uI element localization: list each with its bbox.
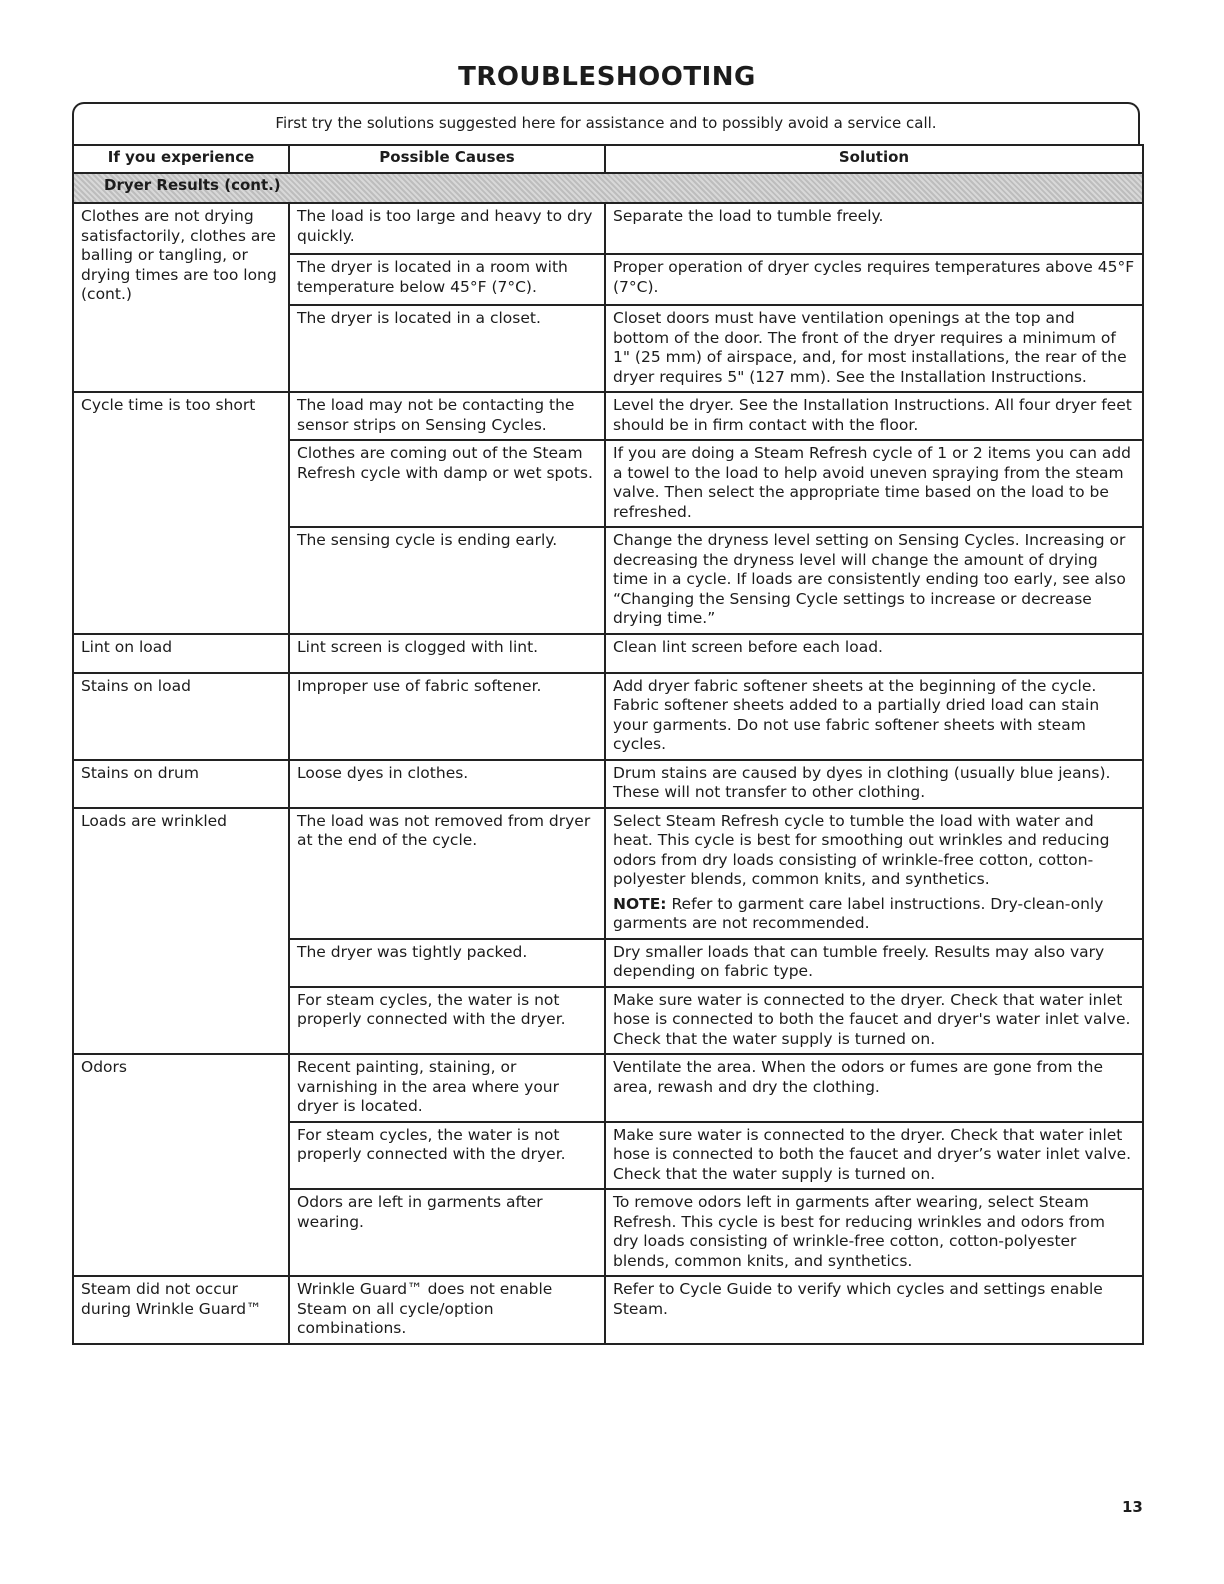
header-causes: Possible Causes [289, 145, 605, 173]
table-row [73, 1054, 1143, 1122]
solution-text: Select Steam Refresh cycle to tumble the load with water and heat. This cycle is best for smoothing out wrinkles and reducing odors from dry loads consisting of wrinkle-free cotton, cotton-polyester blends, common knits, and synthetics. [613, 811, 1110, 888]
table-row [73, 203, 1143, 254]
note-text: Refer to garment care label instructions. Dry-clean-only garments are not recommended. [613, 894, 1104, 932]
cause-cell: The sensing cycle is ending early. [289, 527, 605, 634]
solution-cell: Dry smaller loads that can tumble freely. Results may also vary depending on fabric type. [605, 939, 1143, 987]
solution-cell: Separate the load to tumble freely. [605, 203, 1143, 254]
solution-cell: Make sure water is connected to the dryer. Check that water inlet hose is connected to both the faucet and dryer’s water inlet valve. Check that the water supply is turned on. [605, 1122, 1143, 1190]
solution-cell: Add dryer fabric softener sheets at the beginning of the cycle. Fabric softener sheets added to a partially dried load can stain your garments. Do not use fabric softener sheets with steam cycles. [605, 673, 1143, 760]
cause-cell: Loose dyes in clothes. [289, 760, 605, 808]
solution-cell: If you are doing a Steam Refresh cycle of 1 or 2 items you can add a towel to the load to help avoid uneven spraying from the steam valve. Then select the appropriate time based on the load to be refreshed. [605, 440, 1143, 527]
cause-cell: Recent painting, staining, or varnishing in the area where your dryer is located. [289, 1054, 605, 1122]
experience-cell: Loads are wrinkled [73, 808, 289, 1055]
table-row [73, 760, 1143, 808]
note [613, 895, 1135, 934]
cause-cell: Odors are left in garments after wearing. [289, 1189, 605, 1276]
header-row [73, 145, 1143, 173]
table-row [73, 392, 1143, 440]
cause-cell: Lint screen is clogged with lint. [289, 634, 605, 673]
cause-cell: The dryer is located in a closet. [289, 305, 605, 392]
intro-text: First try the solutions suggested here for assistance and to possibly avoid a service call. [275, 114, 937, 132]
header-experience: If you experience [73, 145, 289, 173]
solution-cell: Ventilate the area. When the odors or fumes are gone from the area, rewash and dry the clothing. [605, 1054, 1143, 1122]
cause-cell: Improper use of fabric softener. [289, 673, 605, 760]
cause-cell: The load may not be contacting the sensor strips on Sensing Cycles. [289, 392, 605, 440]
solution-cell: Drum stains are caused by dyes in clothing (usually blue jeans). These will not transfer to other clothing. [605, 760, 1143, 808]
cause-cell: For steam cycles, the water is not properly connected with the dryer. [289, 1122, 605, 1190]
troubleshooting-table [72, 144, 1144, 1345]
experience-cell: Stains on load [73, 673, 289, 760]
solution-cell: Level the dryer. See the Installation Instructions. All four dryer feet should be in firm contact with the floor. [605, 392, 1143, 440]
solution-cell: Proper operation of dryer cycles requires temperatures above 45°F (7°C). [605, 254, 1143, 305]
cause-cell: The load was not removed from dryer at the end of the cycle. [289, 808, 605, 939]
solution-cell [605, 808, 1143, 939]
experience-cell: Odors [73, 1054, 289, 1276]
solution-cell: Change the dryness level setting on Sensing Cycles. Increasing or decreasing the dryness level will change the amount of drying time in a cycle. If loads are consistently ending too early, see also “Changing the Sensing Cycle settings to increase or decrease drying time.” [605, 527, 1143, 634]
solution-cell: Clean lint screen before each load. [605, 634, 1143, 673]
experience-cell: Steam did not occur during Wrinkle Guard™ [73, 1276, 289, 1344]
table-row [73, 808, 1143, 939]
table-row [73, 673, 1143, 760]
section-label: Dryer Results (cont.) [73, 173, 1143, 203]
cause-cell: Clothes are coming out of the Steam Refresh cycle with damp or wet spots. [289, 440, 605, 527]
solution-cell: Make sure water is connected to the dryer. Check that water inlet hose is connected to both the faucet and dryer's water inlet valve. Check that the water supply is turned on. [605, 987, 1143, 1055]
cause-cell: For steam cycles, the water is not properly connected with the dryer. [289, 987, 605, 1055]
experience-cell: Stains on drum [73, 760, 289, 808]
cause-cell: The dryer is located in a room with temperature below 45°F (7°C). [289, 254, 605, 305]
cause-cell: The dryer was tightly packed. [289, 939, 605, 987]
experience-cell: Cycle time is too short [73, 392, 289, 634]
note-label: NOTE: [613, 894, 667, 913]
solution-cell: Refer to Cycle Guide to verify which cycles and settings enable Steam. [605, 1276, 1143, 1344]
experience-cell: Clothes are not drying satisfactorily, clothes are balling or tangling, or drying times are too long (cont.) [73, 203, 289, 392]
table-row [73, 1276, 1143, 1344]
page-title: TROUBLESHOOTING [458, 62, 756, 92]
table-row [73, 634, 1143, 673]
cause-cell: The load is too large and heavy to dry quickly. [289, 203, 605, 254]
solution-cell: Closet doors must have ventilation openings at the top and bottom of the door. The front of the dryer requires a minimum of 1" (25 mm) of airspace, and, for most installations, the rear of the dryer requires 5" (127 mm). See the Installation Instructions. [605, 305, 1143, 392]
cause-cell: Wrinkle Guard™ does not enable Steam on all cycle/option combinations. [289, 1276, 605, 1344]
section-row [73, 173, 1143, 203]
header-solution: Solution [605, 145, 1143, 173]
experience-cell: Lint on load [73, 634, 289, 673]
solution-cell: To remove odors left in garments after wearing, select Steam Refresh. This cycle is best for reducing wrinkles and odors from dry loads consisting of wrinkle-free cotton, cotton-polyester blends, common knits, and synthetics. [605, 1189, 1143, 1276]
page-number: 13 [1122, 1498, 1143, 1516]
